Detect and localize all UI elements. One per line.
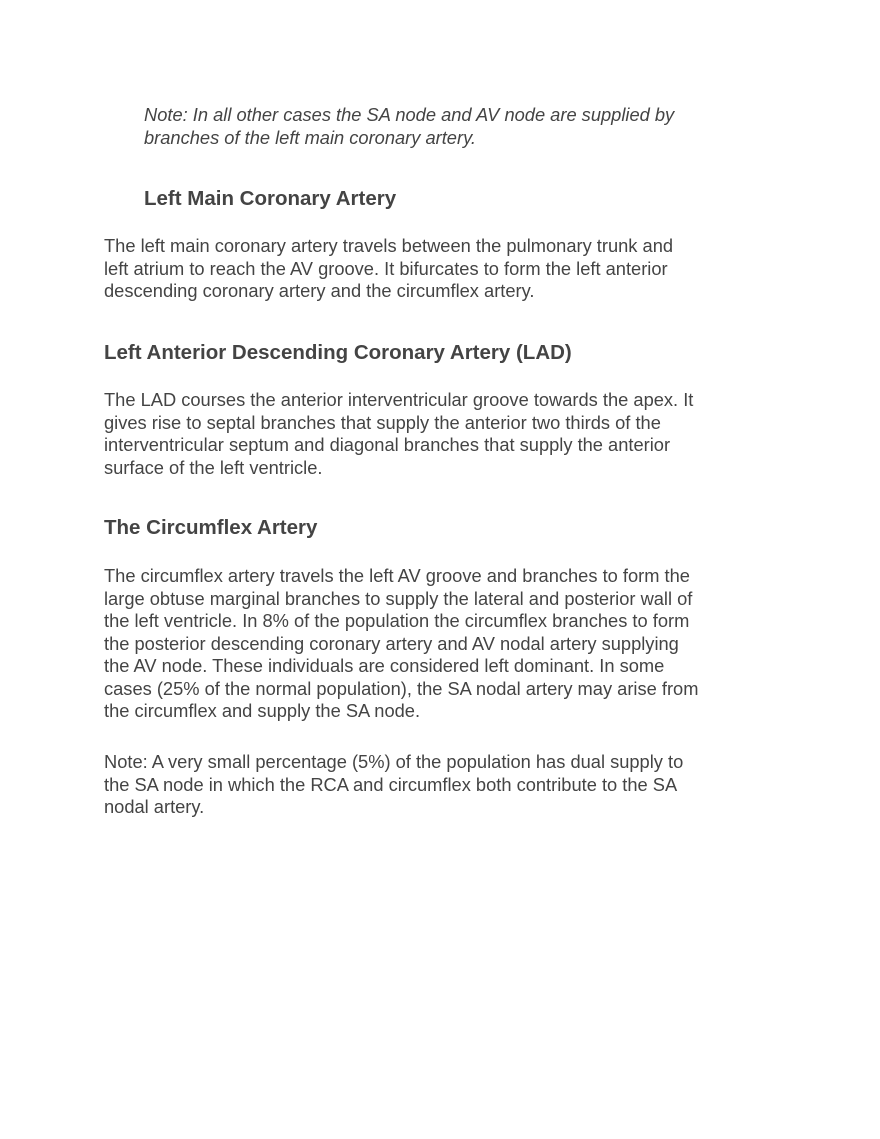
text-line: Note: In all other cases the SA node and AV node are supplied by [144, 104, 675, 125]
text-line: the AV node. These individuals are considered left dominant. In some [104, 655, 665, 676]
heading-lad: Left Anterior Descending Coronary Artery (LAD) [104, 341, 572, 364]
text-line: cases (25% of the normal population), the SA nodal artery may arise from [104, 677, 699, 699]
paragraph-lad [104, 389, 804, 479]
note-dual-supply [104, 751, 804, 819]
text-line: The left main coronary artery travels between the pulmonary trunk and [104, 235, 674, 256]
heading-circumflex: The Circumflex Artery [104, 516, 318, 539]
text-line: Note: A very small percentage (5%) of the population has dual supply to [104, 751, 684, 772]
text-line: interventricular septum and diagonal branches that supply the anterior [104, 434, 671, 455]
paragraph-left-main [104, 235, 804, 303]
text-line: the SA node in which the RCA and circumflex both contribute to the SA [104, 773, 678, 795]
paragraph-circumflex [104, 565, 804, 723]
text-line: the left ventricle. In 8% of the population the circumflex branches to form [104, 610, 690, 631]
text-line: nodal artery. [104, 796, 205, 817]
text-line: branches of the left main coronary artery. [144, 126, 476, 148]
text-line: surface of the left ventricle. [104, 456, 323, 478]
text-line: The LAD courses the anterior interventricular groove towards the apex. It [104, 389, 694, 410]
text-line: large obtuse marginal branches to supply the lateral and posterior wall of [104, 587, 693, 609]
text-line: descending coronary artery and the circumflex artery. [104, 280, 535, 301]
text-line: The circumflex artery travels the left AV groove and branches to form the [104, 565, 690, 586]
text-line: gives rise to septal branches that supply the anterior two thirds of the [104, 411, 661, 433]
heading-left-main: Left Main Coronary Artery [144, 187, 397, 210]
text-line: left atrium to reach the AV groove. It bifurcates to form the left anterior [104, 257, 668, 279]
note-sa-av-supply [144, 104, 844, 149]
text-line: the circumflex and supply the SA node. [104, 700, 421, 721]
text-line: the posterior descending coronary artery and AV nodal artery supplying [104, 632, 679, 654]
